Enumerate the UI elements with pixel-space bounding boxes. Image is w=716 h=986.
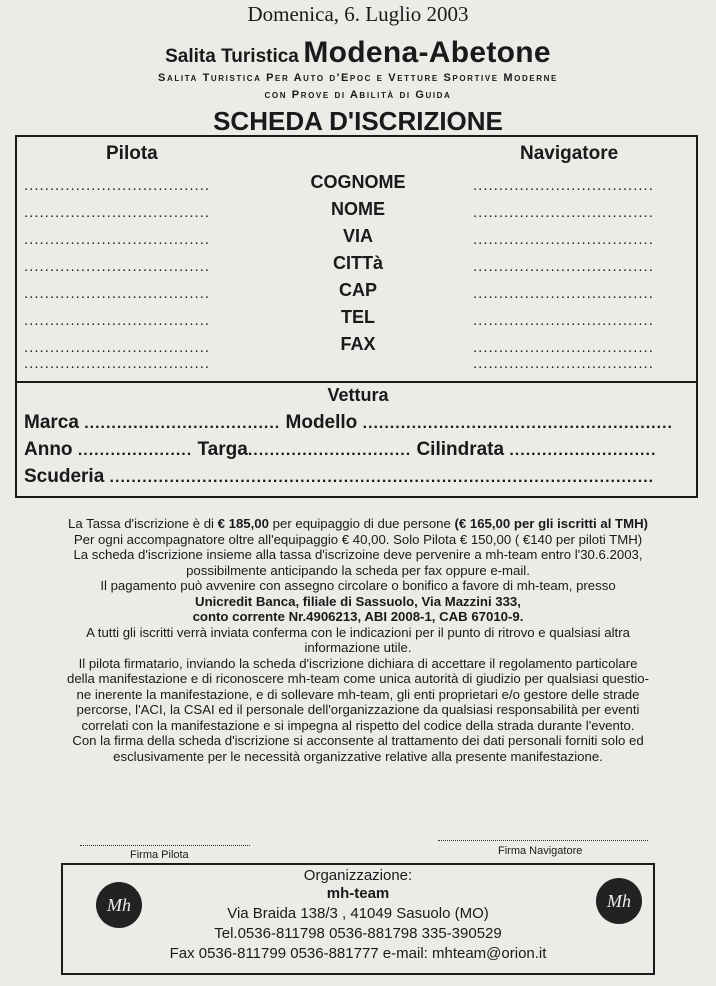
pilota-field-fax[interactable]: .................................... <box>24 339 211 356</box>
anno-row <box>24 439 656 461</box>
targa-field[interactable]: .............................. <box>247 442 412 459</box>
scuderia-field[interactable]: .................................................................................................... <box>109 469 655 486</box>
navigatore-field-cap[interactable]: ................................... <box>473 285 654 302</box>
pilota-extra-field[interactable]: .................................... <box>24 355 211 372</box>
pilota-field-cognome[interactable]: .................................... <box>24 177 211 194</box>
info-line-8: A tutti gli iscritti verrà inviata conferma con le indicazioni per il punto di ritrovo e qualsiasi altra <box>86 624 630 640</box>
field-label-tel: TEL <box>341 307 375 327</box>
info-line-11: della manifestazione e di riconoscere mh-team come unica autorità di giudizio per qualsiasi questio- <box>66 671 650 686</box>
signature-label-pilota: Firma Pilota <box>130 849 189 861</box>
title-prefix: Salita Turistica <box>165 46 299 67</box>
fee-line <box>18 516 698 532</box>
field-label-nome: NOME <box>331 199 385 219</box>
subtitle-line-2: con Prove di Abilità di Guida <box>264 89 452 101</box>
marca-label: Marca <box>24 412 79 433</box>
cilindrata-label: Cilindrata <box>416 439 505 460</box>
fee-amount: € 185,00 <box>217 516 269 531</box>
pilota-heading: Pilota <box>106 143 158 164</box>
fee-text-c: per equipaggio di due persone <box>268 516 455 531</box>
info-line-12: ne inerente la manifestazione, e di sollevare mh-team, gli enti proprietari e/o gestore delle strade <box>76 686 640 702</box>
form-title: SCHEDA D'ISCRIZIONE <box>213 106 503 136</box>
info-line-16: esclusivamente per le necessità organizzative relative alla presente manifestazione. <box>113 748 603 764</box>
info-line-3: La scheda d'iscrizione insieme alla tassa d'iscrizoine deve pervenire a mh-team entro l'30.6.2003, <box>73 547 643 562</box>
org-telephone: Tel.0536-811798 0536-881798 335-390529 <box>214 925 502 942</box>
pilota-field-cap[interactable]: .................................... <box>24 285 211 302</box>
navigatore-extra-field[interactable]: ................................... <box>473 355 654 372</box>
pilota-field-nome[interactable]: .................................... <box>24 204 211 221</box>
scuderia-row <box>24 466 694 488</box>
fee-tmh: (€ 165,00 per gli iscritti al TMH) <box>454 516 648 531</box>
logo-right-text: Mh <box>607 891 631 911</box>
pilota-field-via[interactable]: .................................... <box>24 231 211 248</box>
navigatore-field-fax[interactable]: ................................... <box>473 339 654 356</box>
info-text <box>18 516 698 764</box>
subtitle-line-1: Salita Turistica Per Auto d'Epoc e Vetture Sportive Moderne <box>158 72 558 84</box>
info-line-5: Il pagamento può avvenire con assegno circolare o bonifico a favore di mh-team, presso <box>100 578 616 593</box>
bank-line-1: Unicredit Banca, filiale di Sassuolo, Via Mazzini 333, <box>195 593 521 609</box>
navigatore-field-nome[interactable]: ................................... <box>473 204 654 221</box>
logo-left-text: Mh <box>107 895 131 915</box>
info-line-4: possibilmente anticipando la scheda per fax oppure e-mail. <box>186 562 530 578</box>
field-label-fax: FAX <box>340 334 376 354</box>
navigatore-field-tel[interactable]: ................................... <box>473 312 654 329</box>
signature-line-navigatore[interactable] <box>438 840 648 841</box>
anno-label: Anno <box>24 439 73 460</box>
org-fax-email: Fax 0536-811799 0536-881777 e-mail: mhteam@orion.it <box>169 945 547 962</box>
bank-line-2: conto corrente Nr.4906213, ABI 2008-1, CAB 67010-9. <box>192 609 524 624</box>
form-divider <box>15 381 698 383</box>
field-label-cognome: COGNOME <box>310 172 406 192</box>
org-label: Organizzazione: <box>303 867 413 884</box>
info-line-15: Con la firma della scheda d'iscrizione si acconsente al trattamento dei dati personali forniti solo ed <box>72 733 644 748</box>
marca-field[interactable]: .................................... <box>84 415 281 432</box>
field-label-via: VIA <box>342 226 373 246</box>
info-line-14: correlati con la manifestazione e si impegna al rispetto del codice della strada durante l'evento. <box>81 717 635 733</box>
navigatore-heading: Navigatore <box>520 143 619 164</box>
fee-text-a: La Tassa d'iscrizione è di <box>68 516 218 531</box>
modello-label: Modello <box>285 412 358 433</box>
vettura-heading: Vettura <box>327 385 389 405</box>
info-line-13: percorse, l'ACI, la CSAI ed il personale dell'organizzazione da qualsiasi responsabilità per eventi <box>76 702 640 717</box>
anno-field[interactable]: ..................... <box>77 442 193 459</box>
signature-line-pilota[interactable] <box>80 845 250 846</box>
field-label-città: CITTà <box>332 253 383 273</box>
signature-label-navigatore: Firma Navigatore <box>498 845 583 857</box>
title-main: Modena-Abetone <box>303 36 551 69</box>
org-address: Via Braida 138/3 , 41049 Sasuolo (MO) <box>227 905 489 922</box>
field-label-cap: CAP <box>338 280 377 300</box>
event-date: Domenica, 6. Luglio 2003 <box>247 2 469 26</box>
modello-field[interactable]: ......................................................... <box>362 415 673 432</box>
targa-label: Targa <box>197 439 248 460</box>
info-line-9: informazione utile. <box>304 640 412 655</box>
pilota-field-tel[interactable]: .................................... <box>24 312 211 329</box>
pilota-field-città[interactable]: .................................... <box>24 258 211 275</box>
marca-row <box>24 412 673 434</box>
navigatore-field-cognome[interactable]: ................................... <box>473 177 654 194</box>
event-title <box>0 36 716 70</box>
org-name: mh-team <box>326 885 390 902</box>
info-line-10: Il pilota firmatario, inviando la scheda d'iscrizione dichiara di accettare il regolamento particolare <box>78 655 638 671</box>
scuderia-label: Scuderia <box>24 466 105 487</box>
cilindrata-field[interactable]: ........................... <box>509 442 657 459</box>
navigatore-field-città[interactable]: ................................... <box>473 258 654 275</box>
info-line-2: Per ogni accompagnatore oltre all'equipaggio € 40,00. Solo Pilota € 150,00 ( €140 per piloti TMH) <box>73 531 643 547</box>
navigatore-field-via[interactable]: ................................... <box>473 231 654 248</box>
